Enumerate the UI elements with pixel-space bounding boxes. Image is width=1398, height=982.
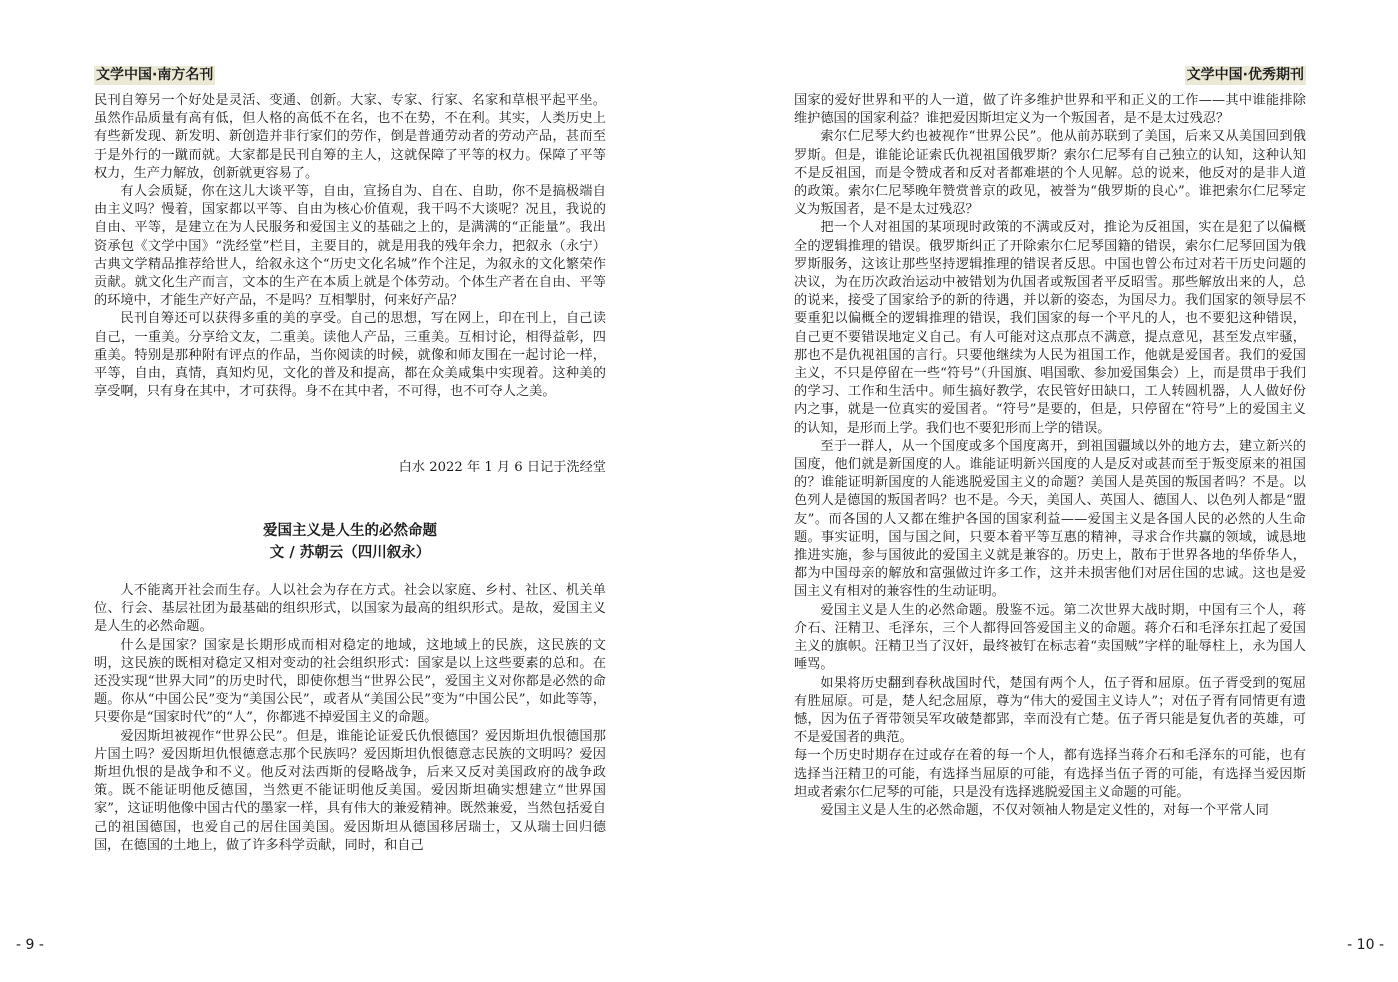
page-number-right: - 10 - bbox=[1347, 937, 1384, 953]
paragraph: 爱国主义是人生的必然命题。殷鉴不远。第二次世界大战时期，中国有三个人，蒋介石、汪精卫、毛泽东，三个人都得回答爱国主义的命题。蒋介石和毛泽东扛起了爱国主义的旗帜。汪精卫当了汉奸，最终被钉在标志着“卖国贼”字样的耻辱柱上，永为国人唾骂。 bbox=[794, 602, 1306, 673]
page-number-left: - 9 - bbox=[16, 937, 44, 953]
left-page-top-text bbox=[94, 92, 606, 401]
paragraph: 人不能离开社会而生存。人以社会为存在方式。社会以家庭、乡村、社区、机关单位、行会、基层社团为最基础的组织形式，以国家为最高的组织形式。是故，爱国主义是人生的必然命题。 bbox=[94, 583, 606, 635]
paragraph: 爱国主义是人生的必然命题，不仅对领袖人物是定义性的，对每一个平常人同 bbox=[820, 802, 1269, 818]
journal-header-right: 文学中国·优秀期刊 bbox=[1186, 67, 1304, 83]
signature-line: 白水 2022 年 1 月 6 日记于洗经堂 bbox=[398, 460, 606, 475]
article-byline: 文 / 苏朝云（四川叙永） bbox=[269, 544, 431, 561]
paragraph: 民刊自筹还可以获得多重的美的享受。自己的思想，写在网上，印在刊上，自己读自己，一重美。分享给文友，二重美。读他人产品，三重美。互相讨论，相得益彰，四重美。特别是那种附有评点的作品，当你阅读的时候，就像和师友围在一起讨论一样，平等，自由，真情，真知灼见，文化的普及和提高，都在众美咸集中实现着。这种美的享受啊，只有身在其中，才可获得。身不在其中者，不可得，也不可夺人之美。 bbox=[94, 311, 606, 400]
paragraph: 每一个历史时期存在过或存在着的每一个人，都有选择当蒋介石和毛泽东的可能，也有选择当汪精卫的可能，有选择当屈原的可能，有选择当伍子胥的可能，有选择当爱因斯坦或者索尔仁尼琴的可能，只是没有选择逃脱爱国主义命题的可能。 bbox=[794, 748, 1306, 800]
paragraph: 索尔仁尼琴大约也被视作“世界公民”。他从前苏联到了美国，后来又从美国回到俄罗斯。但是，谁能论证索氏仇视祖国俄罗斯？索尔仁尼琴有自己独立的认知，这种认知不是反祖国，而是令赞成者和反对者都难堪的个人见解。总的说来，他反对的是非人道的政策。索尔仁尼琴晚年赞赏普京的政见，被誉为“俄罗斯的良心”。谁把索尔仁尼琴定义为叛国者，是不是太过残忍？ bbox=[794, 129, 1306, 218]
right-page-text bbox=[794, 92, 1306, 820]
paragraph: 什么是国家？国家是长期形成而相对稳定的地域，这地域上的民族，这民族的文明，这民族的既相对稳定又相对变动的社会组织形式：国家是以上这些要素的总和。在还没实现“世界大同”的历史时代，即使你想当“世界公民”，爱国主义对你都是必然的命题。你从“中国公民”变为“美国公民”，或者从“美国公民”变为“中国公民”，如此等等，只要你是“国家时代”的“人”，你都逃不掉爱国主义的命题。 bbox=[94, 637, 606, 726]
left-page-article-text bbox=[94, 582, 606, 855]
paragraph: 爱因斯坦被视作“世界公民”。但是，谁能论证爱氏仇恨德国？爱因斯坦仇恨德国那片国土吗？爱因斯坦仇恨德意志那个民族吗？爱因斯坦仇恨德意志民族的文明吗？爱因斯坦仇恨的是战争和不义。他反对法西斯的侵略战争，后来又反对美国政府的战争政策。既不能证明他反德国，当然更不能证明他反美国。爱因斯坦确实想建立“世界国家”，这证明他像中国古代的墨家一样，具有伟大的兼爱精神。既然兼爱，当然包括爱自己的祖国德国，也爱自己的居住国美国。爱因斯坦从德国移居瑞士，又从瑞士回归德国，在德国的土地上，做了许多科学贡献，同时，和自己 bbox=[94, 728, 606, 853]
paragraph: 有人会质疑，你在这儿大谈平等，自由，宣扬自为、自在、自助，你不是搞极端自由主义吗？慢着，国家都以平等、自由为核心价值观，我干吗不大谈呢？况且，我说的自由、平等，是建立在为人民服务和爱国主义的基础之上的，是满满的“正能量”。我出资承包《文学中国》“洗经堂”栏目，主要目的，就是用我的残年余力，把叙永（永宁）古典文学精品推荐给世人，给叙永这个“历史文化名城”作个注足，为叙永的文化繁荣作贡献。就文化生产而言，文本的生产在本质上就是个体劳动。个体生产者在自由、平等的环境中，才能生产好产品，不是吗？互相掣肘，何来好产品？ bbox=[94, 184, 606, 309]
article-heading bbox=[94, 520, 606, 564]
paragraph: 民刊自筹另一个好处是灵活、变通、创新。大家、专家、行家、名家和草根平起平坐。虽然作品质量有高有低，但人格的高低不在名，也不在势，不在利。其实，人类历史上有些新发现、新发明、新创造并非行家们的劳作，倒是普通劳动者的劳动产品，甚而至于是外行的一蹴而就。大家都是民刊自筹的主人，这就保障了平等的权力。保障了平等权力，生产力解放，创新就更容易了。 bbox=[94, 93, 606, 181]
paragraph: 国家的爱好世界和平的人一道，做了许多维护世界和平和正义的工作——其中谁能排除维护德国的国家利益？谁把爱因斯坦定义为一个叛国者，是不是太过残忍？ bbox=[794, 93, 1306, 127]
journal-header-left: 文学中国·南方名刊 bbox=[96, 67, 214, 83]
paragraph: 把一个人对祖国的某项现时政策的不满或反对，推论为反祖国，实在是犯了以偏概全的逻辑推理的错误。俄罗斯纠正了开除索尔仁尼琴国籍的错误，索尔仁尼琴回国为俄罗斯服务，这该让那些坚持逻辑推理的错误者反思。中国也曾公布过对若干历史问题的决议，为在历次政治运动中被错划为仇国者或叛国者平反昭雪。那些解放出来的人，总的说来，接受了国家给予的新的待遇，并以新的姿态，为国尽力。我们国家的领导层不要重犯以偏概全的逻辑推理的错误，我们国家的每一个平凡的人，也不要犯这种错误，自己更不要错误地定义自己。有人可能对这点那点不满意，提点意见，甚至发点牢骚，那也不是仇视祖国的言行。只要他继续为人民为祖国工作，他就是爱国者。我们的爱国主义，不只是停留在一些“符号”（升国旗、唱国歌、参加爱国集会）上，而是贯串于我们的学习、工作和生活中。师生搞好教学，农民管好田缺口，工人转圆机器，人人做好份内之事，就是一位真实的爱国者。“符号”是要的，但是，只停留在“符号”上的爱国主义的认知，是形而上学。我们也不要犯形而上学的错误。 bbox=[794, 220, 1306, 436]
paragraph: 至于一群人，从一个国度或多个国度离开，到祖国疆域以外的地方去，建立新兴的国度，他们就是新国度的人。谁能证明新兴国度的人是反对或甚而至于叛变原来的祖国的？谁能证明新国度的人能逃脱爱国主义的命题？美国人是英国的叛国者吗？不是。以色列人是德国的叛国者吗？也不是。今天，美国人、英国人、德国人、以色列人都是“盟友”。而各国的人又都在维护各国的国家利益——爱国主义是各国人民的必然的人生命题。事实证明，国与国之间，只要本着平等互惠的精神，寻求合作共赢的领域，诚恳地推进实施，参与国彼此的爱国主义就是兼容的。历史上，散布于世界各地的华侨华人，都为中国母亲的解放和富强做过许多工作，这并未损害他们对居住国的忠诚。这也是爱国主义有相对的兼容性的生动证明。 bbox=[794, 438, 1306, 600]
article-title: 爱国主义是人生的必然命题 bbox=[263, 522, 437, 539]
paragraph: 如果将历史翻到春秋战国时代，楚国有两个人，伍子胥和屈原。伍子胥受到的冤屈有胜屈原。可是，楚人纪念屈原，尊为“伟大的爱国主义诗人”；对伍子胥有同情更有遗憾，因为伍子胥带领吴军攻破楚都郢，幸而没有亡楚。伍子胥只能是复仇者的英雄，可不是爱国者的典范。 bbox=[794, 675, 1306, 746]
